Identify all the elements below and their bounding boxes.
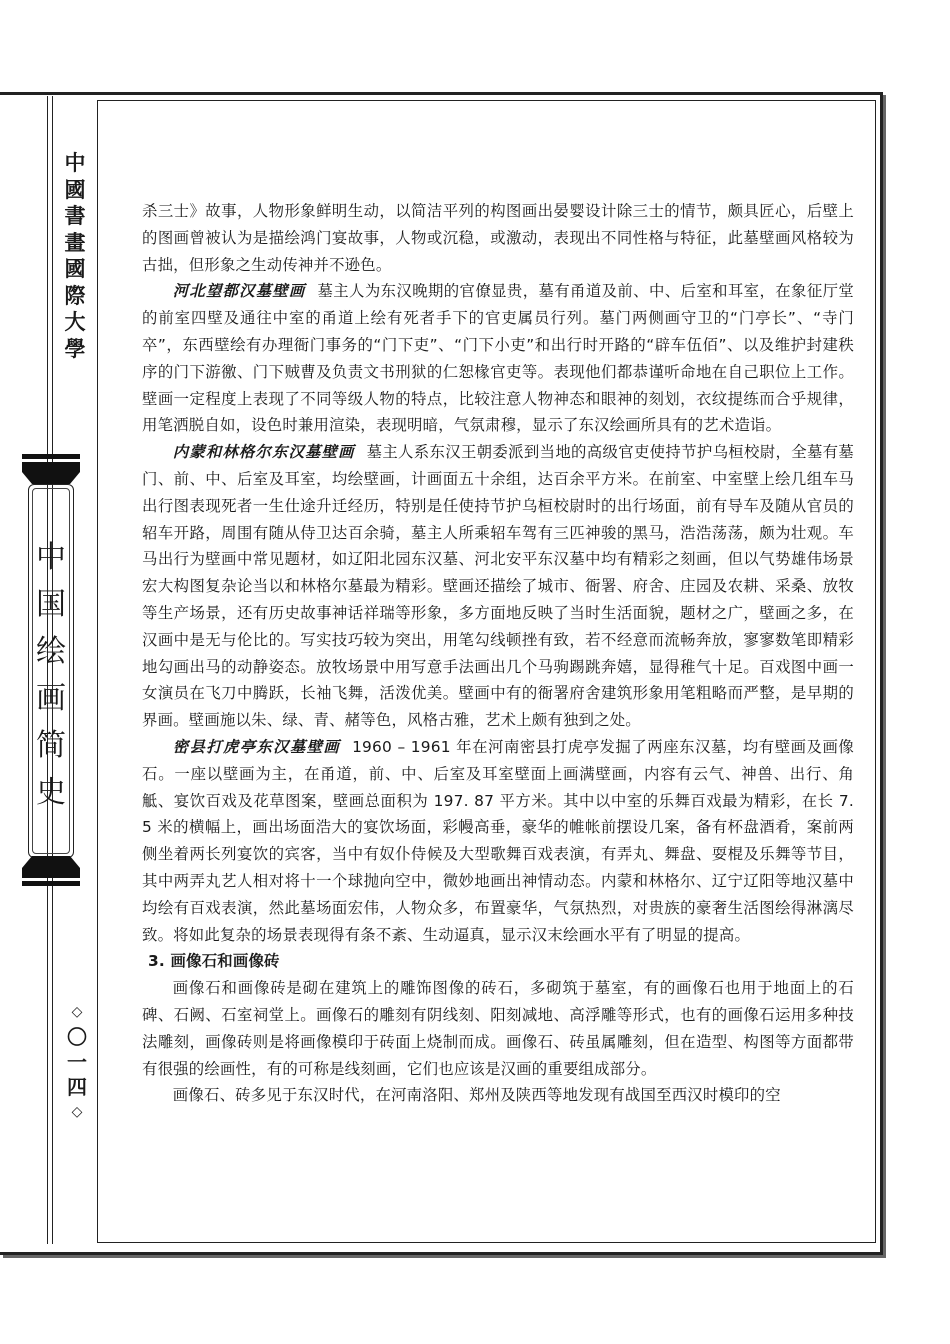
book-title [22,534,80,816]
paragraph: 画像石和画像砖是砌在建筑上的雕饰图像的砖石，多砌筑于墓室，有的画像石也用于地面上的石碑、石阙、石室祠堂上。画像石的雕刻有阴线刻、阳刻减地、高浮雕等形式，也有的画像石运用多种技法雕刻，画像砖则是将画像模印于砖面上烧制而成。画像石、砖虽属雕刻，但在造型、构图等方面都带有很强的绘画性，有的可称是线刻画，它们也应该是汉画的重要组成部分。 [142,979,854,1078]
diamond-icon: ◇ [71,1104,83,1120]
subsection-title: 内蒙和林格尔东汉墓壁画 [172,443,355,462]
series-title-char: 國 [64,176,86,202]
subsection-title: 密县打虎亭东汉墓壁画 [172,737,341,756]
paragraph [142,734,854,948]
paragraph: 杀三士》故事，人物形象鲜明生动，以简洁平列的构图画出晏婴设计除三士的情节，颇具匠心，后壁上的图画曾被认为是描绘鸿门宴故事，人物或沉稳，或激动，表现出不同性格与特征，此墓壁画风格较为古拙，但形象之生动传神并不逊色。 [142,202,854,274]
page-number-char: 一 [67,1050,87,1074]
paragraph [142,439,854,734]
series-title-char: 際 [64,282,86,308]
diamond-icon: ◇ [71,1004,83,1020]
emblem-bottom-bar [22,881,80,886]
section-heading: 3. 画像石和画像砖 [148,952,280,971]
series-title-char: 學 [64,335,86,361]
book-title-char: 简 [36,728,66,763]
paragraph-text: 1960 – 1961 年在河南密县打虎亭发掘了两座东汉墓，均有壁画及画像石。一座以壁画为主，在甬道，前、中、后室及耳室壁面上画满壁画，内容有云气、神兽、出行、角觝、宴饮百戏及花草图案，壁画总面积为 197. 87 平方米。其中以中室的乐舞百戏最为精彩，在长 7. 5 米的横幅上，画出场面浩大的宴饮场面，彩幔高垂，豪华的帷帐前摆设几案，备有杯盘酒肴，案前两侧坐着两长列宴饮的宾客，当中有奴仆侍候及大型歌舞百戏表演，有弄丸、舞盘、耍棍及乐舞等节目，其中两弄丸艺人相对将十一个球抛向空中，微妙地画出神情动态。内蒙和林格尔、辽宁辽阳等地汉墓中均绘有百戏表演，然此墓场面宏伟，人物众多，布置豪华，气氛热烈，对贵族的豪奢生活图绘得淋漓尽致。将如此复杂的场景表现得有条不紊、生动逼真，显示汉末绘画水平有了明显的提高。 [142,737,854,944]
series-title-char: 大 [64,309,86,334]
series-title-char: 書 [64,203,86,228]
emblem-top-bar [22,454,80,459]
page-number [57,1000,97,1125]
book-title-char: 史 [36,775,66,810]
series-title-char: 中 [64,150,86,175]
paragraph-text: 墓主人为东汉晚期的官僚显贵，墓有甬道及前、中、后室和耳室，在象征厅堂的前室四壁及通往中室的甬道上绘有死者手下的官吏属员行列。墓门两侧画守卫的“门亭长”、“寺门卒”，东西壁绘有办理衙门事务的“门下吏”、“门下小吏”和出行时开路的“辟车伍佰”、以及维护封建秩序的门下游徼、门下贼曹及负责文书刑狱的仁恕椽官吏等。表现他们都恭谨听命地在自己职位上工作。壁画一定程度上表现了不同等级人物的特点，比较注意人物神态和眼神的刻划，衣纹提练而合乎规律，用笔洒脱自如，设色时兼用渲染，表现明暗，气氛肃穆，显示了东汉绘画所具有的艺术造诣。 [142,282,854,435]
emblem-bottom-cap-icon [22,856,80,878]
paragraph-text: 墓主人系东汉王朝委派到当地的高级官吏使持节护乌桓校尉，全墓有墓门、前、中、后室及耳室，均绘壁画，计画面五十余组，达百余平方米。在前室、中室壁上绘几组车马出行图表现死者一生仕途升迁经历，特别是任使持节护乌桓校尉时的出行场面，前有导车及随从官员的轺车开路，周围有随从侍卫达百余骑，墓主人所乘轺车驾有三匹神骏的黑马，浩浩荡荡，颇为壮观。车马出行为壁画中常见题材，如辽阳北园东汉墓、河北安平东汉墓中均有精彩之刻画，但以气势雄伟场景宏大构图复杂论当以和林格尔墓最为精彩。壁画还描绘了城市、衙署、府舍、庄园及农耕、采桑、放牧等生产场景，还有历史故事神话祥瑞等形象，多方面地反映了当时生活面貌，题材之广，壁画之多，在汉画中是无与伦比的。写实技巧较为突出，用笔勾线顿挫有致，若不经意而流畅奔放，寥寥数笔即精彩地勾画出马的动静姿态。放牧场景中用写意手法画出几个马驹踢跳奔嬉，显得稚气十足。百戏图中画一女演员在飞刀中腾跃，长袖飞舞，活泼优美。壁画中有的衙署府舍建筑形象用笔粗略而严整，是早期的界画。壁画施以朱、绿、青、赭等色，风格古雅，艺术上颇有独到之处。 [142,443,854,730]
book-title-char: 画 [36,681,66,716]
book-title-char: 中 [36,540,66,575]
book-title-char: 国 [36,587,66,622]
page-number-char: 〇 [67,1025,87,1049]
series-title [50,150,100,362]
series-title-char: 畫 [64,229,86,255]
emblem-top-cap-icon [22,462,80,484]
body-text [142,198,854,1109]
page-number-char: 四 [67,1075,87,1099]
paragraph [142,278,854,439]
series-title-char: 國 [64,256,86,281]
paragraph: 画像石、砖多见于东汉时代，在河南洛阳、郑州及陕西等地发现有战国至西汉时模印的空 [172,1086,781,1105]
book-title-char: 绘 [36,634,66,669]
subsection-title: 河北望都汉墓壁画 [172,282,306,301]
